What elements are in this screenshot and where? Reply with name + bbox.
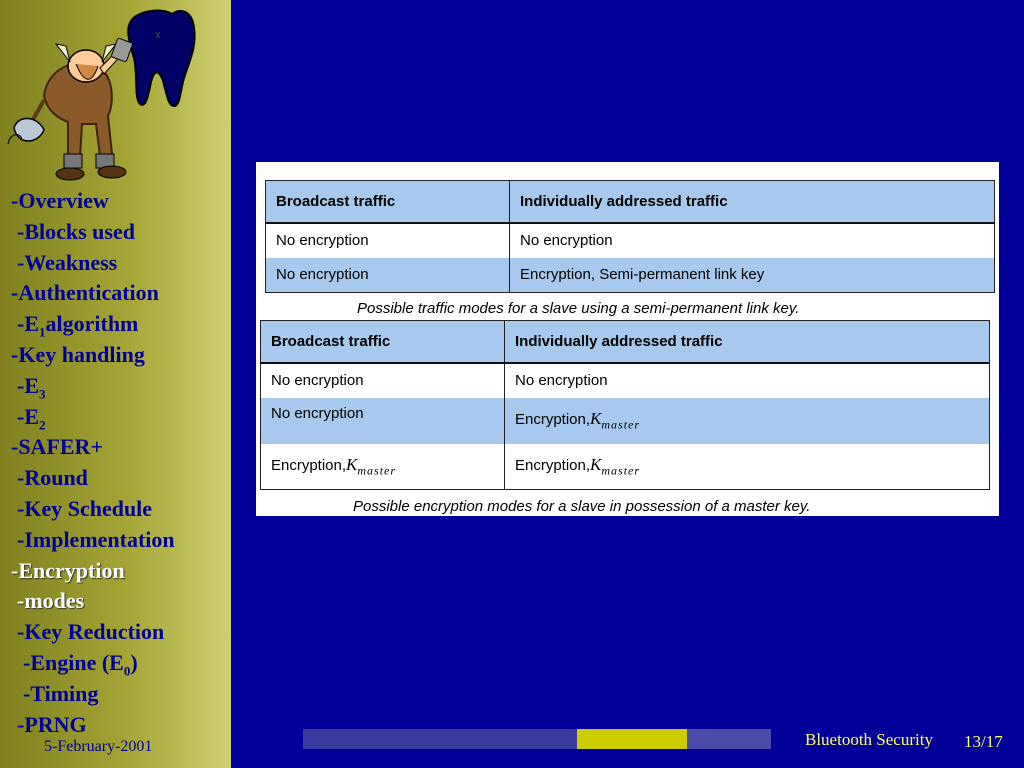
k-master-symbol: $K_{master}$: [590, 408, 641, 432]
nav-item[interactable]: -Round: [17, 465, 88, 490]
column-header: Broadcast traffic: [266, 181, 510, 223]
k-master-symbol: $K_{master}$: [346, 454, 397, 477]
nav-item[interactable]: -SAFER+: [11, 434, 103, 459]
table-cell: Encryption, Semi-permanent link key: [510, 258, 995, 293]
nav-item[interactable]: -Engine $(E_0)$: [23, 650, 138, 679]
slide-progress-fill: [303, 729, 577, 749]
nav-item[interactable]: -modes: [17, 588, 85, 613]
slide-date: 5-February-2001: [44, 738, 153, 755]
nav-item[interactable]: -Authentication: [11, 280, 159, 305]
table-header-row: [266, 181, 995, 223]
table-row: [266, 223, 995, 258]
encryption-modes-table: [260, 320, 990, 490]
traffic-modes-table: [265, 180, 995, 293]
nav-item[interactable]: -Overview: [11, 188, 109, 213]
nav-item[interactable]: $-E_1algorithm$: [17, 311, 139, 340]
table-caption: Possible encryption modes for a slave in possession of a master key.: [353, 498, 811, 515]
nav-item[interactable]: -PRNG: [17, 712, 87, 737]
slide-progress-marker: [577, 729, 687, 749]
table-row: [266, 258, 995, 293]
cell-text: Encryption,: [271, 456, 347, 474]
viking-tooth-mascot-image: [4, 4, 204, 189]
cell-text: Encryption,: [515, 456, 591, 474]
column-header: Individually addressed traffic: [510, 181, 995, 223]
table-cell: No encryption: [261, 363, 505, 398]
presentation-title: Bluetooth Security: [805, 730, 933, 749]
nav-item[interactable]: -Blocks used: [17, 219, 135, 244]
table-header-row: [261, 321, 990, 363]
table-cell: No encryption: [505, 363, 990, 398]
table-row: [261, 444, 990, 490]
cell-text: Encryption,: [515, 410, 591, 428]
k-master-symbol: $K_{master}$: [590, 454, 641, 477]
nav-item[interactable]: -Weakness: [17, 250, 118, 275]
table-cell: No encryption: [266, 223, 510, 258]
nav-item[interactable]: -Key handling: [11, 342, 145, 367]
table-cell: No encryption: [510, 223, 995, 258]
nav-item[interactable]: $-E_2$: [17, 404, 46, 433]
nav-item[interactable]: -Timing: [23, 681, 99, 706]
sidebar: [0, 0, 231, 768]
column-header: Broadcast traffic: [261, 321, 505, 363]
table-caption: Possible traffic modes for a slave using a semi-permanent link key.: [357, 300, 800, 317]
nav-item[interactable]: $-E_3$: [17, 373, 46, 402]
table-row: [261, 363, 990, 398]
nav-item[interactable]: -Implementation: [17, 527, 175, 552]
nav-item[interactable]: -Key Schedule: [17, 496, 153, 521]
nav-item[interactable]: -Encryption: [11, 558, 125, 583]
slide-number: 13/17: [964, 732, 1003, 751]
content-panel: [256, 162, 999, 516]
column-header: Individually addressed traffic: [505, 321, 990, 363]
slide-progress-bar: [303, 729, 771, 749]
table-cell: No encryption: [266, 258, 510, 293]
table-cell: [505, 444, 990, 490]
table-cell: [261, 444, 505, 490]
table-row: [261, 398, 990, 444]
table-cell: No encryption: [261, 398, 505, 444]
nav-item[interactable]: -Key Reduction: [17, 619, 165, 644]
table-cell: [505, 398, 990, 444]
